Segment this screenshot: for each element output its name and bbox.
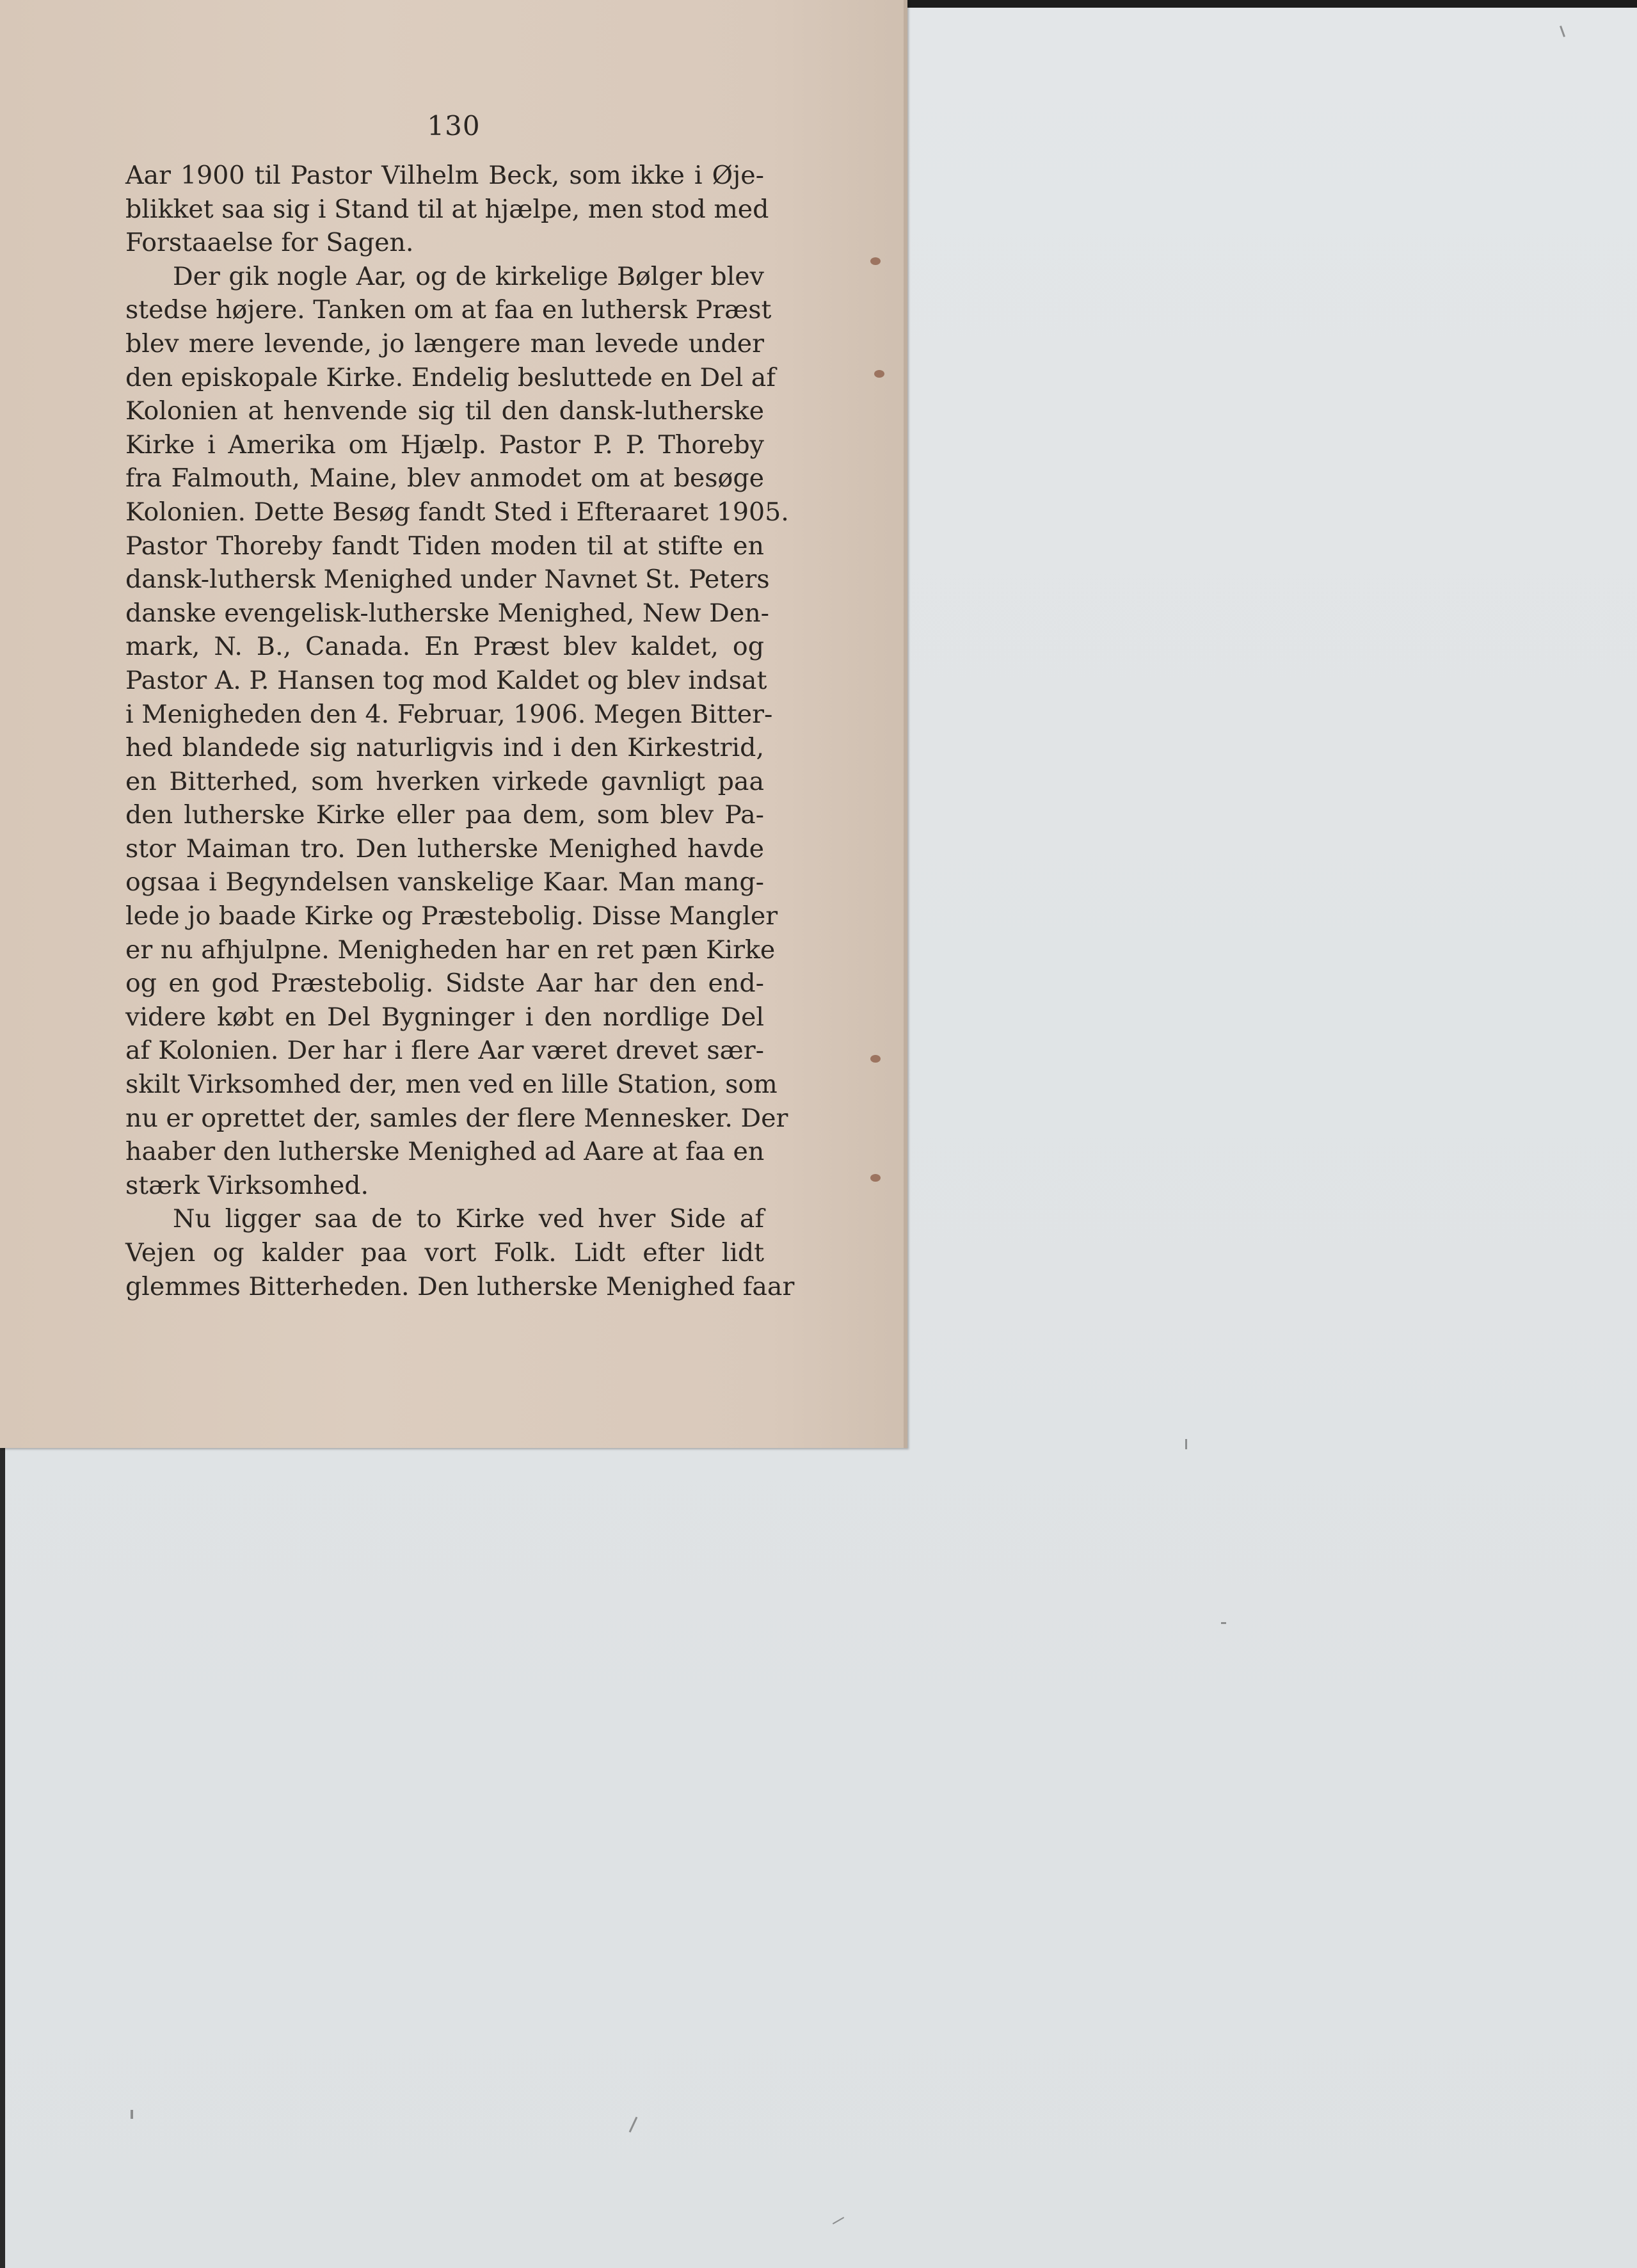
text-line: i Menigheden den 4. Februar, 1906. Megen Bitter- [125,699,773,729]
scanner-top-edge [896,0,1637,8]
binding-hole [870,1174,881,1182]
page-number: 130 [427,110,481,141]
scanner-left-edge [0,1448,5,2268]
text-line: glemmes Bitterheden. Den lutherske Menighed faar [125,1271,795,1301]
text-line: Kolonien at henvende sig til den dansk-lutherske [125,396,764,426]
text-line: den lutherske Kirke eller paa dem, som blev Pa- [125,800,764,830]
scan-speck [131,2110,133,2119]
text-line: er nu afhjulpne. Menigheden har en ret pæn Kirke [125,935,776,965]
scan-speck [1185,1439,1187,1449]
binding-hole [870,1055,881,1063]
text-line: Pastor A. P. Hansen tog mod Kaldet og blev indsat [125,665,767,695]
text-line: nu er oprettet der, samles der flere Mennesker. Der [125,1103,788,1133]
text-line: Der gik nogle Aar, og de kirkelige Bølger blev [173,261,764,291]
text-line: Nu ligger saa de to Kirke ved hver Side af [173,1204,764,1234]
text-line: dansk-luthersk Menighed under Navnet St. Peters [125,565,770,595]
binding-hole [870,257,881,265]
text-line: stedse højere. Tanken om at faa en luthersk Præst [125,295,772,325]
text-line: stor Maiman tro. Den lutherske Menighed havde [125,833,764,864]
text-line: Pastor Thoreby fandt Tiden moden til at stifte en [125,531,764,561]
page-body-text [125,159,795,1303]
text-line: danske evengelisk-lutherske Menighed, New Den- [125,598,770,628]
text-line: en Bitterhed, som hverken virkede gavnligt paa [125,766,764,796]
text-line: hed blandede sig naturligvis ind i den Kirkestrid, [125,733,764,763]
text-line: fra Falmouth, Maine, blev anmodet om at besøge [125,463,764,494]
text-line: mark, N. B., Canada. En Præst blev kaldet, og [125,632,764,662]
text-line: og en god Præstebolig. Sidste Aar har den end- [125,969,764,999]
text-line: stærk Virksomhed. [125,1170,369,1200]
text-line: skilt Virksomhed der, men ved en lille Station, som [125,1070,778,1100]
text-line: haaber den lutherske Menighed ad Aare at faa en [125,1137,765,1167]
text-line: af Kolonien. Der har i flere Aar været drevet sær- [125,1036,764,1066]
text-line: ogsaa i Begyndelsen vanskelige Kaar. Man mang- [125,867,764,897]
text-line: blikket saa sig i Stand til at hjælpe, men stod med [125,194,769,224]
text-line: lede jo baade Kirke og Præstebolig. Disse Mangler [125,901,778,931]
text-line: videre købt en Del Bygninger i den nordlige Del [125,1002,764,1032]
text-line: Vejen og kalder paa vort Folk. Lidt efter lidt [125,1238,764,1267]
binding-hole [874,370,884,378]
book-page [0,0,907,1448]
text-line: Forstaaelse for Sagen. [125,228,414,258]
text-line: blev mere levende, jo længere man levede under [125,328,764,358]
text-line: Aar 1900 til Pastor Vilhelm Beck, som ikke i Øje- [125,161,764,190]
text-line: Kolonien. Dette Besøg fandt Sted i Efteraaret 1905. [125,497,789,527]
scan-speck [1221,1622,1226,1624]
text-line: den episkopale Kirke. Endelig besluttede en Del af [125,362,776,392]
text-line: Kirke i Amerika om Hjælp. Pastor P. P. Thoreby [125,430,764,460]
